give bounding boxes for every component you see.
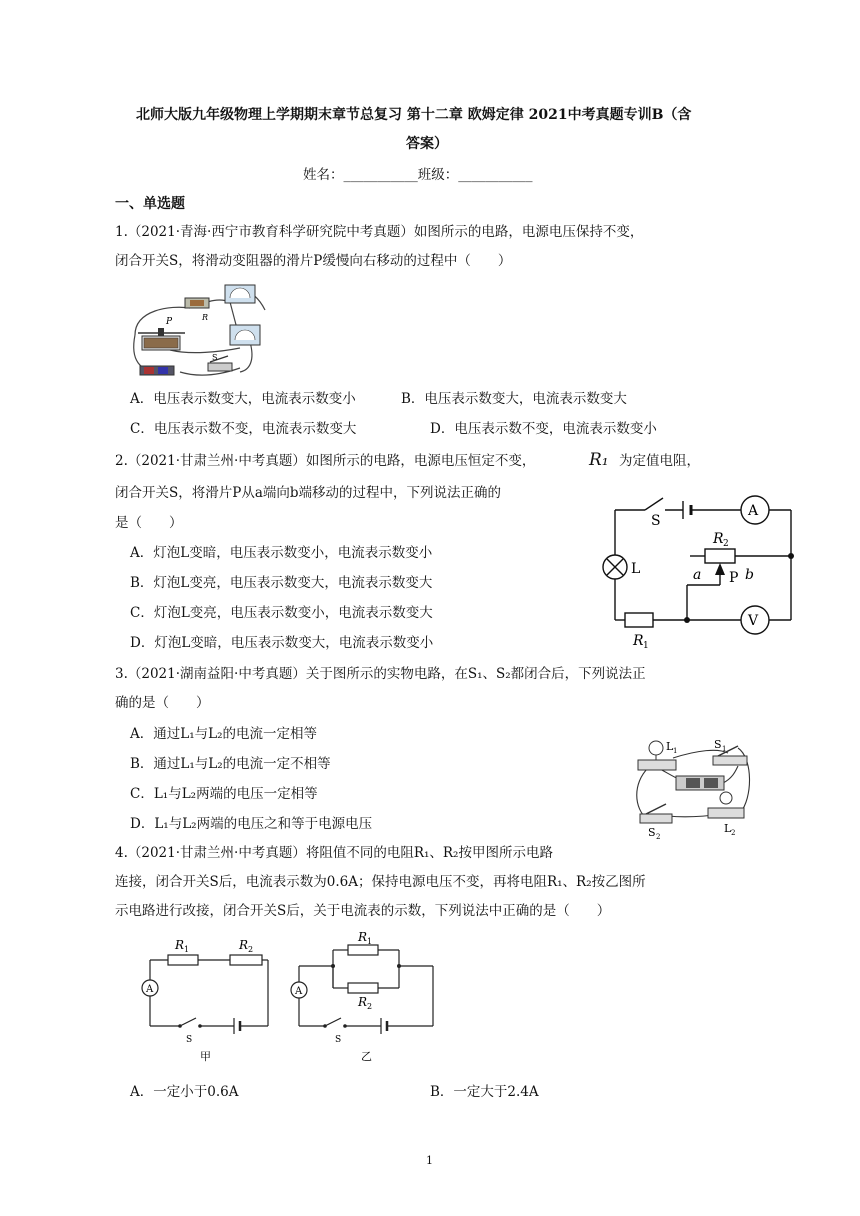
q4-yi-label-a: A <box>295 986 303 997</box>
q2-r1-symbol: R₁ <box>589 450 609 470</box>
q4-stem-line1: 4.（2021·甘肃兰州·中考真题）将阻值不同的电阻R₁、R₂按甲图所示电路 <box>115 845 553 861</box>
q1-fig-label-r: R <box>202 313 209 322</box>
q2-fig-label-r2-sub: 2 <box>723 539 729 549</box>
q4-jia-caption: 甲 <box>200 1050 211 1063</box>
q2-fig-label-a: A <box>748 503 759 519</box>
q3-stem-line1: 3.（2021·湖南益阳·中考真题）关于图所示的实物电路，在S₁、S₂都闭合后，下列说法正 <box>115 666 646 682</box>
q1-option-a: A．电压表示数变大，电流表示数变小 <box>130 391 356 407</box>
q2-fig-label-r1-sub: 1 <box>643 641 649 650</box>
q2-fig-label-b-end: b <box>745 567 754 583</box>
q4-yi-label-s: S <box>335 1035 342 1045</box>
q1-stem-line2: 闭合开关S，将滑动变阻器的滑片P缓慢向右移动的过程中（ ） <box>115 253 512 269</box>
q3-fig-label-l1: L <box>666 740 674 753</box>
q2-option-b: B．灯泡L变亮，电压表示数变大，电流表示数变大 <box>130 575 433 591</box>
q2-fig-label-r2: R <box>713 531 724 547</box>
q4-yi-caption: 乙 <box>361 1050 372 1063</box>
q2-fig-label-v: V <box>748 613 759 629</box>
q4-yi-label-r2: R <box>358 995 368 1009</box>
q2-fig-label-p: P <box>729 570 739 586</box>
q3-stem-line2: 确的是（ ） <box>115 695 210 711</box>
q1-option-d: D．电压表示数不变，电流表示数变小 <box>430 421 657 437</box>
q3-fig-label-l2: L <box>724 822 732 835</box>
q3-option-a: A．通过L₁与L₂的电流一定相等 <box>130 726 318 742</box>
q4-option-b: B．一定大于2.4A <box>430 1084 539 1100</box>
q4-circuit-jia <box>138 930 278 1065</box>
q4-jia-label-r2: R <box>239 938 249 952</box>
q2-option-c: C．灯泡L变亮，电压表示数变小，电流表示数变大 <box>130 605 433 621</box>
q3-fig-label-s2-sub: 2 <box>656 833 661 840</box>
q2-fig-label-a-end: a <box>693 567 702 583</box>
page-title-line1: 北师大版九年级物理上学期期末章节总复习 第十二章 欧姆定律 2021中考真题专训B（含 <box>136 107 692 123</box>
q3-fig-label-s1-sub: 1 <box>722 745 727 753</box>
q1-option-c: C．电压表示数不变，电流表示数变大 <box>130 421 357 437</box>
q3-option-c: C．L₁与L₂两端的电压一定相等 <box>130 786 318 802</box>
q4-yi-label-r1: R <box>358 930 368 944</box>
q4-jia-label-s: S <box>186 1035 193 1045</box>
q2-stem-line2: 闭合开关S，将滑片P从a端向b端移动的过程中，下列说法正确的 <box>115 485 502 501</box>
q4-stem-line2: 连接，闭合开关S后，电流表示数为0.6A；保持电源电压不变，再将电阻R₁、R₂按乙图所 <box>115 874 646 890</box>
q2-option-d: D．灯泡L变暗，电压表示数变大，电流表示数变小 <box>130 635 434 651</box>
q3-fig-label-s1: S <box>714 738 722 751</box>
q4-yi-label-r2-sub: 2 <box>367 1002 373 1011</box>
q2-fig-label-l: L <box>631 561 641 577</box>
page-title-line2: 答案） <box>406 136 448 152</box>
q4-option-a: A．一定小于0.6A <box>130 1084 239 1100</box>
q2-option-a: A．灯泡L变暗，电压表示数变小，电流表示数变小 <box>130 545 433 561</box>
q2-stem-line3: 是（ ） <box>115 515 183 531</box>
section-heading: 一、单选题 <box>115 196 185 212</box>
q4-stem-line3: 示电路进行改接，闭合开关S后，关于电流表的示数，下列说法中正确的是（ ） <box>115 903 611 919</box>
q2-fig-label-s: S <box>651 513 661 529</box>
q3-fig-label-l1-sub: 1 <box>673 747 678 755</box>
q4-circuit-yi <box>283 930 438 1065</box>
q1-stem-line1: 1.（2021·青海·西宁市教育科学研究院中考真题）如图所示的电路，电源电压保持不变， <box>115 224 644 240</box>
q1-fig-label-s: S <box>212 353 218 362</box>
q3-fig-label-s2: S <box>648 826 656 839</box>
name-class-line: 姓名：___________班级：___________ <box>303 167 533 183</box>
q1-option-b: B．电压表示数变大，电流表示数变大 <box>401 391 627 407</box>
q1-physical-circuit-figure <box>130 280 275 380</box>
q3-physical-circuit-figure <box>628 728 753 840</box>
q2-fig-label-r1: R <box>633 633 644 649</box>
q2-stem-line1b: 为定值电阻， <box>619 453 700 469</box>
page-number: 1 <box>426 1154 433 1167</box>
q3-option-d: D．L₁与L₂两端的电压之和等于电源电压 <box>130 816 373 832</box>
q2-stem-line1a: 2.（2021·甘肃兰州·中考真题）如图所示的电路，电源电压恒定不变， <box>115 453 536 469</box>
q3-option-b: B．通过L₁与L₂的电流一定不相等 <box>130 756 331 772</box>
q4-jia-label-r1-sub: 1 <box>184 945 190 954</box>
q4-yi-label-r1-sub: 1 <box>367 937 373 946</box>
q4-jia-label-r2-sub: 2 <box>248 945 254 954</box>
q3-fig-label-l2-sub: 2 <box>731 829 736 837</box>
q4-jia-label-a: A <box>146 984 154 995</box>
q2-circuit-diagram <box>595 485 810 650</box>
q1-fig-label-p: P <box>166 317 173 327</box>
q4-jia-label-r1: R <box>175 938 185 952</box>
